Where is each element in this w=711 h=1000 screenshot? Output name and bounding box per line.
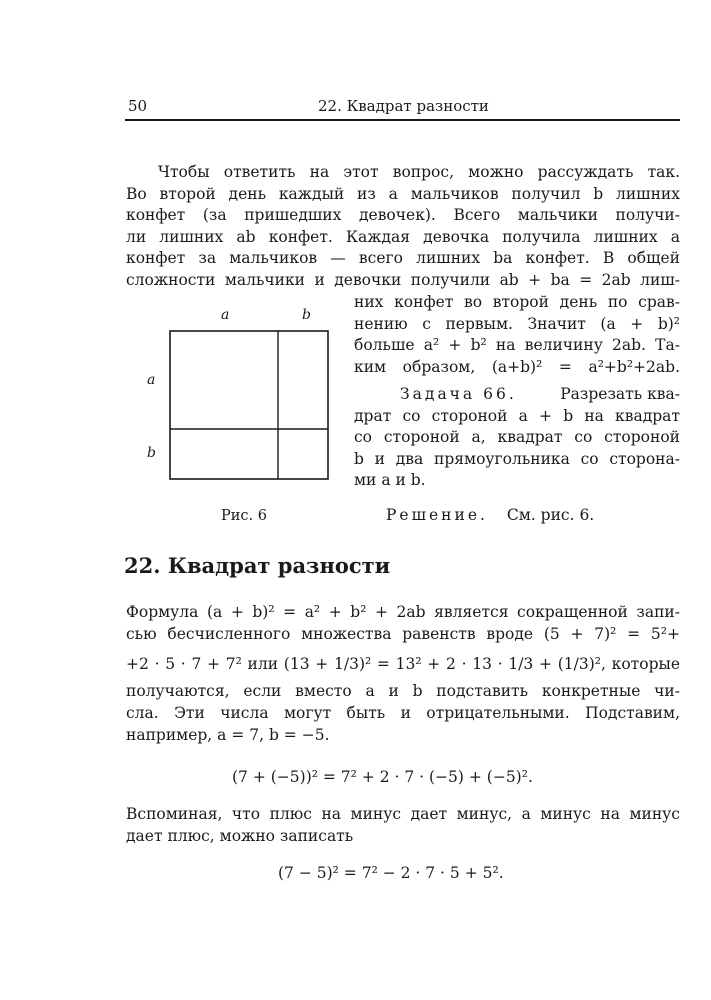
intro-line: ли лишних ab конфет. Каждая девочка получила лишних a — [126, 227, 680, 246]
label-top-a: a — [221, 307, 230, 323]
problem-line: b и два прямоугольника со сторона- — [354, 449, 680, 468]
equation-1: (7 + (−5))² = 7² + 2 · 7 · (−5) + (−5)². — [232, 768, 533, 786]
problem-line: ми a и b. — [354, 471, 426, 490]
running-title: 22. Квадрат разности — [318, 97, 489, 115]
right-line: больше a² + b² на величину 2ab. Та- — [354, 336, 680, 355]
body-line: получаются, если вместо a и b подставить конкретные чи- — [126, 682, 680, 700]
right-line: нению с первым. Значит (a + b)² — [354, 314, 680, 333]
body-line: Формула (a + b)² = a² + b² + 2ab является сокращенной запи- — [126, 603, 680, 621]
outer-square — [170, 331, 328, 479]
after-line: дает плюс, можно записать — [126, 827, 354, 845]
label-left-a: a — [147, 372, 156, 388]
square-diagram — [140, 305, 345, 535]
after-paragraph — [126, 804, 680, 848]
intro-line: конфет за мальчиков — всего лишних ba конфет. В общей — [126, 249, 680, 268]
section-title: 22. Квадрат разности — [124, 553, 391, 578]
equation-2: (7 − 5)² = 7² − 2 · 7 · 5 + 5². — [278, 864, 504, 882]
after-line: Вспоминая, что плюс на минус дает минус, а минус на минус — [126, 805, 680, 823]
right-column — [354, 292, 680, 512]
label-top-b: b — [302, 307, 311, 323]
right-line: ким образом, (a+b)² = a²+b²+2ab. — [354, 357, 680, 376]
right-line: них конфет во второй день по срав- — [354, 293, 680, 311]
body-line: +2 · 5 · 7 + 7² или (13 + 1/3)² = 13² + 2 · 13 · 1/3 + (1/3)², которые — [126, 655, 680, 673]
solution-label: Решение. — [386, 506, 488, 524]
body-line: сла. Эти числа могут быть и отрицательными. Подставим, — [126, 704, 680, 722]
intro-line: Во второй день каждый из a мальчиков получил b лишних — [126, 184, 680, 203]
problem-label: Задача 66. — [400, 385, 517, 403]
figure-caption: Рис. 6 — [221, 508, 267, 524]
header-rule — [125, 119, 680, 121]
problem-line: драт со стороной a + b на квадрат — [354, 406, 680, 425]
intro-line: сложности мальчики и девочки получили ab + ba = 2ab лиш- — [126, 271, 680, 289]
body-paragraph — [126, 602, 680, 742]
intro-paragraph — [126, 162, 680, 294]
intro-line: конфет (за пришедших девочек). Всего мальчики получи- — [126, 206, 680, 225]
problem-line: Разрезать ква- — [560, 385, 680, 403]
solution — [386, 505, 594, 527]
solution-text: См. рис. 6. — [506, 506, 595, 524]
label-left-b: b — [147, 445, 156, 461]
figure-6 — [140, 305, 345, 535]
problem-line: со стороной a, квадрат со стороной — [354, 428, 680, 447]
body-line: например, a = 7, b = −5. — [126, 726, 330, 744]
problem-first-line — [400, 384, 680, 406]
intro-line: Чтобы ответить на этот вопрос, можно рассуждать так. — [158, 163, 680, 181]
page-number: 50 — [128, 97, 148, 115]
body-line: сью бесчисленного множества равенств вроде (5 + 7)² = 5²+ — [126, 625, 680, 643]
